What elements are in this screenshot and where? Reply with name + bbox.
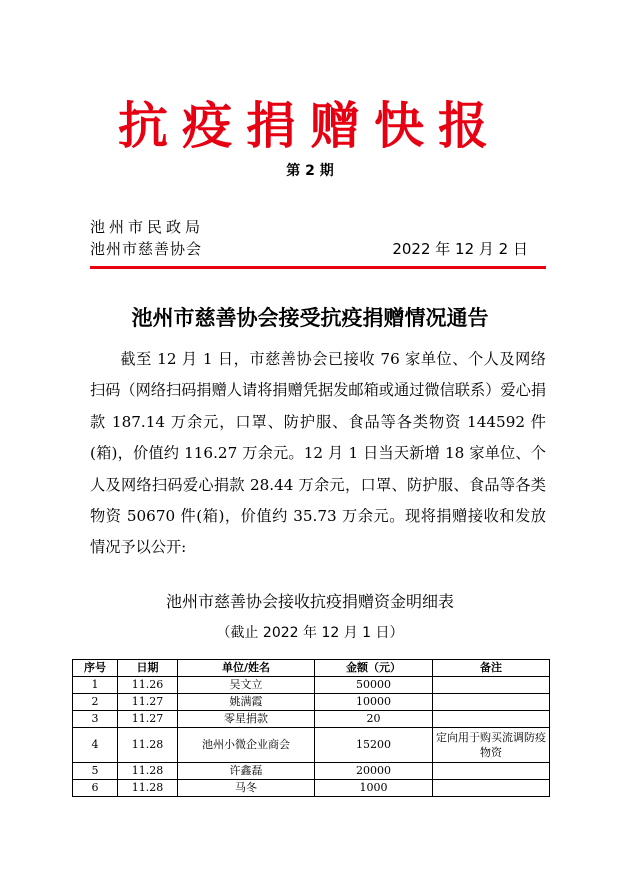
col-header-note: 备注 [433, 660, 550, 677]
cell-note [433, 780, 550, 797]
cell-no: 6 [73, 780, 118, 797]
red-divider [90, 266, 546, 269]
cell-amount: 20000 [315, 763, 433, 780]
issuer-charity-association: 池州市慈善协会 [90, 240, 203, 258]
cell-donor: 许鑫磊 [178, 763, 315, 780]
cell-donor: 零星捐款 [178, 711, 315, 728]
cell-donor: 姚满霞 [178, 694, 315, 711]
notice-title: 池州市慈善协会接受抗疫捐赠情况通告 [131, 305, 489, 330]
issue-number: 第 2 期 [286, 163, 334, 179]
cell-note [433, 677, 550, 694]
issue-date: 2022 年 12 月 2 日 [392, 240, 528, 258]
cell-no: 4 [73, 728, 118, 763]
table-row [73, 728, 550, 763]
table-row [73, 677, 550, 694]
issuer-civil-affairs: 池州市民政局 [90, 218, 205, 236]
cell-amount: 50000 [315, 677, 433, 694]
notice-body: 截至 12 月 1 日，市慈善协会已接收 76 家单位、个人及网络扫码（网络扫码捐赠人请将捐赠凭据发邮箱或通过微信联系）爱心捐款 187.14 万余元，口罩、防护服、食品等各类物资 144592 件(箱)，价值约 116.27 万余元。12 月 1 日当天新增 18 家单位、个人及网络扫码爱心捐款 28.44 万余元，口罩、防护服、食品等各类物资 50670 件(箱)，价值约 35.73 万余元。现将捐赠接收和发放情况予以公开: [90, 350, 546, 557]
donation-table [72, 659, 550, 797]
cell-no: 3 [73, 711, 118, 728]
cell-date: 11.27 [118, 711, 178, 728]
cell-note [433, 711, 550, 728]
cell-donor: 马冬 [178, 780, 315, 797]
cell-no: 5 [73, 763, 118, 780]
cell-note [433, 763, 550, 780]
cell-date: 11.28 [118, 728, 178, 763]
col-header-amount: 金额（元） [315, 660, 433, 677]
cell-note: 定向用于购买流调防疫物资 [433, 728, 550, 763]
table-row [73, 694, 550, 711]
col-header-donor: 单位/姓名 [178, 660, 315, 677]
cell-donor: 吴文立 [178, 677, 315, 694]
table-title: 池州市慈善协会接收抗疫捐赠资金明细表 [165, 592, 454, 611]
col-header-date: 日期 [118, 660, 178, 677]
cell-date: 11.28 [118, 763, 178, 780]
masthead-title: 抗疫捐赠快报 [118, 97, 502, 155]
cell-amount: 15200 [315, 728, 433, 763]
cell-no: 1 [73, 677, 118, 694]
cell-donor: 池州小微企业商会 [178, 728, 315, 763]
table-row [73, 780, 550, 797]
table-header-row [73, 660, 550, 677]
col-header-no: 序号 [73, 660, 118, 677]
cell-date: 11.26 [118, 677, 178, 694]
cell-amount: 20 [315, 711, 433, 728]
table-subtitle: （截止 2022 年 12 月 1 日） [216, 625, 404, 641]
cell-amount: 10000 [315, 694, 433, 711]
cell-date: 11.27 [118, 694, 178, 711]
table-row [73, 763, 550, 780]
cell-no: 2 [73, 694, 118, 711]
cell-note [433, 694, 550, 711]
table-row [73, 711, 550, 728]
cell-date: 11.28 [118, 780, 178, 797]
cell-amount: 1000 [315, 780, 433, 797]
